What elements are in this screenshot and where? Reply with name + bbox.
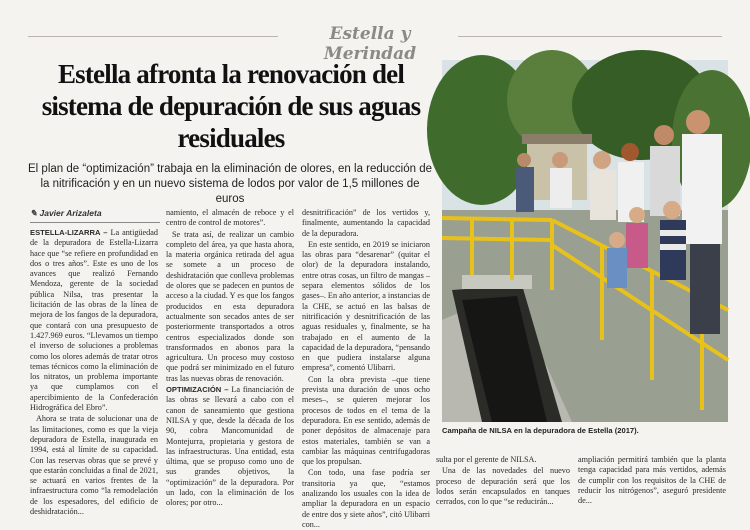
paragraph-text: Ahora se trata de solucionar una de las limitaciones, como es que la vieja depuradora de Estella, inaugurada en 1994, está al límite de su capacidad. Con las reservas obras que se prevé y que estarán concluidas a final de 2021, se actuará en varios frentes de la infraestructura como “la remodelación de los espesadores, del edificio de deshidratación... (30, 414, 158, 517)
paragraph (302, 240, 430, 374)
section-label: Estella y Merindad (323, 24, 417, 64)
paragraph-text: ampliación permitirá también que la planta tenga capacidad para más vertidos, además de cumplir con los requisitos de la CHE de reducir los nitrógenos”, aseguró presidente de... (578, 455, 726, 506)
paragraph (578, 455, 726, 506)
paragraph-text: namiento, el almacén de reboce y el centro de control de motores”. (166, 208, 294, 228)
article-column-3 (302, 208, 430, 529)
article-column-5 (578, 455, 726, 506)
paragraph (436, 455, 570, 465)
article-headline: Estella afronta la renovación del sistema de depuración de sus aguas residuales (41, 59, 421, 153)
paragraph-text: desnitrificación” de los vertidos y, finalmente, aumentando la capacidad de la depuradora. (302, 208, 430, 238)
paragraph (302, 375, 430, 468)
paragraph (166, 208, 294, 229)
byline-divider (30, 222, 160, 223)
paragraph-text: Una de las novedades del nuevo proceso de depuración será que los lodos serán encapsulados en tanques cerrados, con lo que “se reducirán... (436, 466, 570, 507)
paragraph (30, 414, 158, 517)
section-header (0, 22, 750, 64)
paragraph-text: La antigüedad de la depuradora de Estella-Lizarra hace que “se refiere en profundidad en dos o tres años”. Este es uno de los avances que realizó Fernando Mendoza, gerente de la sociedad pública Nilsa, tras presentar la licitación de las obras de la línea de mejora de los fangos de la depuradora, que contará con una presupuesto de 1.427.969 euros. “Llevamos un tiempo el inverso de soluciones a problemas como los olores además de tratar otros temas técnicos como la eliminación de los nitratos, un problema importante ya que cumplamos con el apercibimiento de la Confederación Hidrográfica del Ebro”. (30, 228, 158, 413)
section-rule-left (28, 36, 278, 37)
article-column-4 (436, 455, 570, 507)
article-column-1 (30, 228, 158, 517)
paragraph-text: La financiación de las obras se llevará a cabo con el canon de saneamiento que gestiona NILSA y que, desde la década de los 90, cobra Mancomunidad de Montejurra, propietaria y gestora de las infraestructuras. Una entidad, esta última, que se propuso como uno de sus grandes objetivos, la “optimización” de la depuradora. Por un lado, con la eliminación de los olores; por otro... (166, 385, 294, 508)
section-rule-right (458, 36, 722, 37)
paragraph (166, 230, 294, 384)
paragraph (30, 228, 158, 413)
paragraph-kicker: ESTELLA-LIZARRA – (30, 228, 108, 237)
caption-text: Campaña de NILSA en la depuradora de Estella (2017). (442, 426, 639, 435)
paragraph-text: Con todo, una fase podría ser transitoria ya que, “estamos analizando los usuales con la idea de ampliar la depuradora en un espacio de entre dos y siete años”, citó Ulibarri con... (302, 468, 430, 529)
paragraph (436, 466, 570, 507)
paragraph-text: En este sentido, en 2019 se iniciaron las obras para “desarenar” (quitar el olor) de la depuradora instalando, entre otras cosas, un filtro de mangas –separa elementos sólidos de los gases–. En año anterior, a instancias de la CHE, se actuó en las balsas de nitrificación y desnitrificación de las aguas residuales y, finalmente, se ha trabajado en el aumento de la capacidad de la depuradora, “pensando en que pudiera instalarse alguna empresa”, comentó Ulibarri. (302, 239, 430, 373)
photo-caption (442, 426, 728, 435)
paragraph-text: Se trata así, de realizar un cambio completo del área, ya que hasta ahora, la materia orgánica retirada del agua se somete a un proceso de deshidratación que conlleva problemas de olores que se padecen en puntos de acceso a la ciudad. Y es que los fangos producidos en esta depuradora actualmente son secados antes de ser posteriormente transportados a otros centros especializados donde son transformados en abonos para la agricultura. Un proceso muy costoso que podrá ser minimizado en el futuro tras las nuevas obras de renovación. (166, 229, 294, 383)
article-photo (442, 60, 728, 422)
paragraph (166, 385, 294, 509)
paragraph-text: Con la obra prevista –que tiene prevista una duración de unos ocho meses–, se quieren mejorar los procesos de todos en el tema de la depuradora. En ese sentido, además de poner depósitos de almacenaje para estos materiales, también se van a cambiar las máquinas centrifugadoras que los propulsan. (302, 374, 430, 467)
paragraph (302, 468, 430, 530)
paragraph-text: sulta por el gerente de NILSA. (436, 455, 537, 464)
paragraph (302, 208, 430, 239)
article-subhead: El plan de “optimización” trabaja en la eliminación de olores, en la reducción de la nitrificación y en un nuevo sistema de lodos por valor de 1,5 millones de euros (28, 163, 433, 205)
paragraph-kicker: OPTIMIZACIÓN – (166, 385, 229, 395)
article-byline: ✎ Javier Arizaleta (30, 208, 102, 218)
article-column-2 (166, 208, 294, 508)
